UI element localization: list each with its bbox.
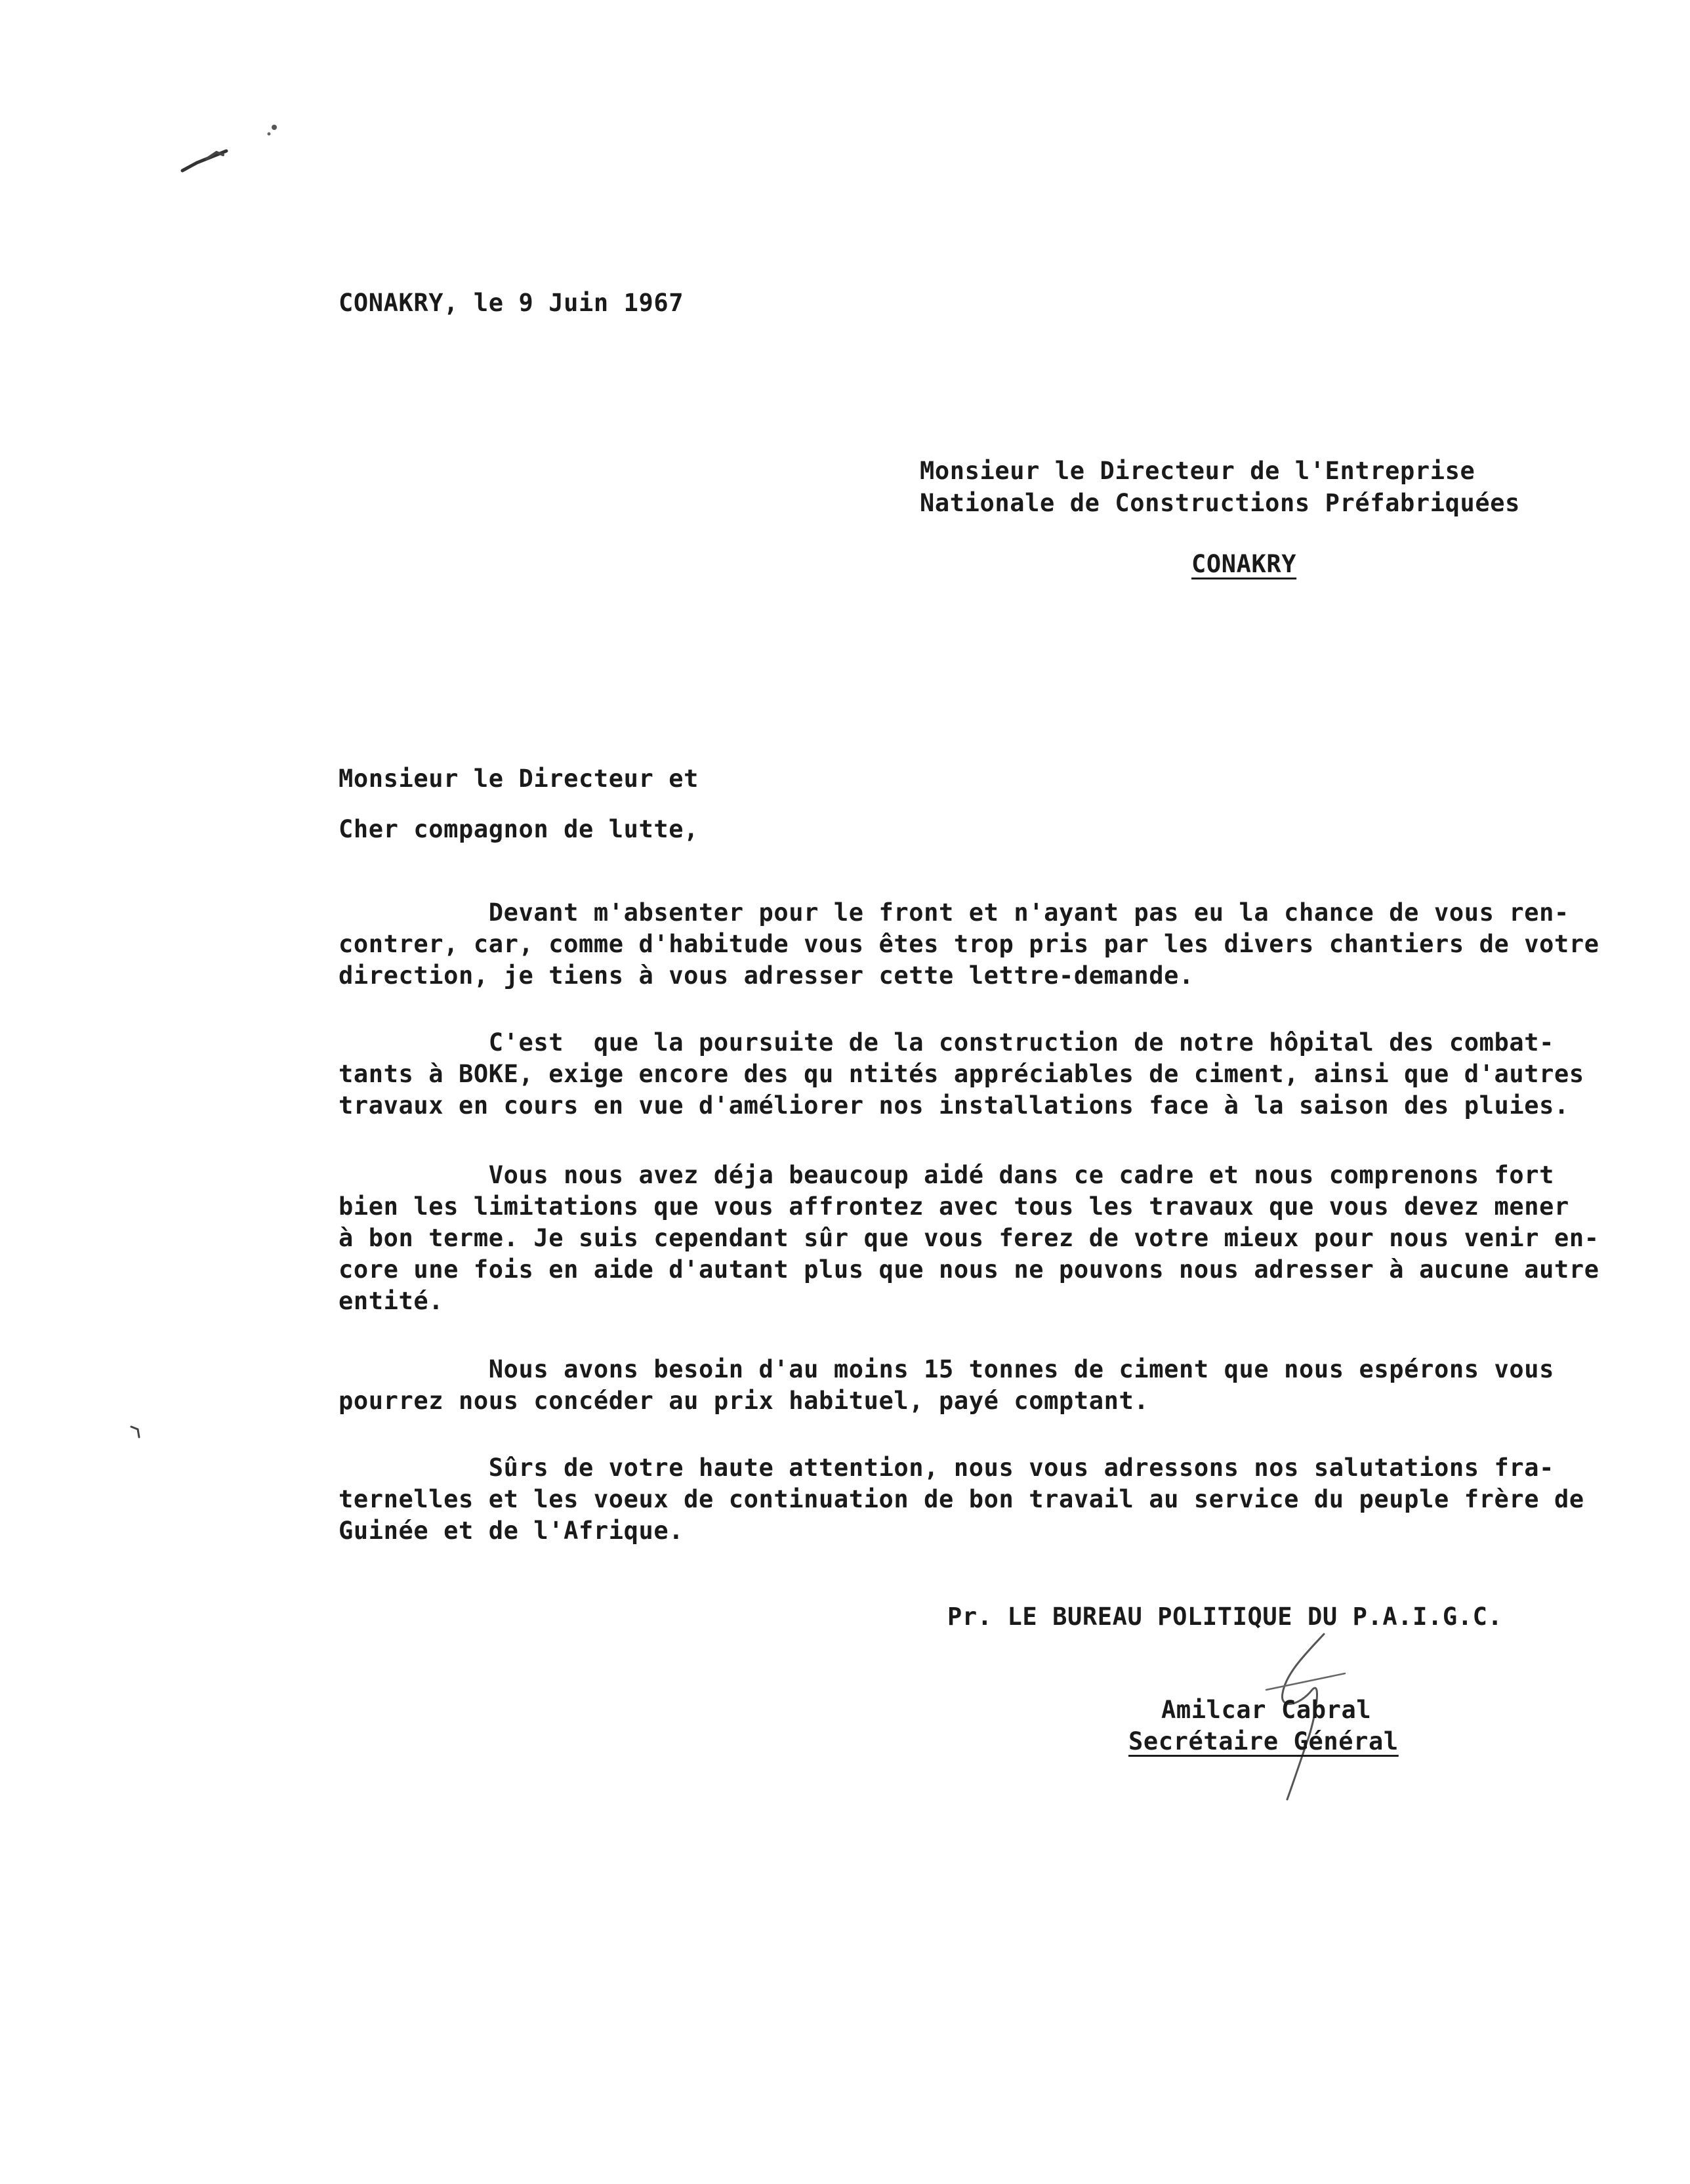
paragraph-line: Nous avons besoin d'au moins 15 tonnes de ciment que nous espérons vous [339,1355,1554,1383]
paragraph-line: Guinée et de l'Afrique. [339,1517,684,1545]
paragraph-line: pourrez nous concéder au prix habituel, payé comptant. [339,1387,1149,1415]
date-line: CONAKRY, le 9 Juin 1967 [339,289,684,317]
paragraph-line: Vous nous avez déja beaucoup aidé dans ce cadre et nous comprenons fort [339,1161,1554,1189]
margin-mark-icon [129,1423,148,1442]
paragraph-line: ternelles et les voeux de continuation de bon travail au service du peuple frère de [339,1485,1584,1513]
body-paragraph-4 [339,1354,1554,1417]
salutation-line-2: Cher compagnon de lutte, [339,815,699,843]
signatory-name: Amilcar Cabral [1161,1696,1372,1724]
recipient-city: CONAKRY [1191,550,1297,578]
paragraph-line: travaux en cours en vue d'améliorer nos installations face à la saison des pluies. [339,1091,1569,1120]
body-paragraph-1 [339,897,1599,992]
paragraph-line: à bon terme. Je suis cependant sûr que vous ferez de votre mieux pour nous venir en- [339,1224,1599,1252]
ink-mark-icon [177,118,282,177]
paragraph-line: tants à BOKE, exige encore des qu ntités appréciables de ciment, ainsi que d'autres [339,1060,1584,1088]
paragraph-line: C'est que la poursuite de la construction de notre hôpital des combat- [339,1028,1554,1057]
body-paragraph-2 [339,1027,1584,1122]
paragraph-line: contrer, car, comme d'habitude vous êtes trop pris par les divers chantiers de votre [339,930,1599,958]
paragraph-line: direction, je tiens à vous adresser cette lettre-demande. [339,961,1194,990]
signatory-title: Secrétaire Général [1128,1727,1399,1755]
paragraph-line: core une fois en aide d'autant plus que nous ne pouvons nous adresser à aucune autre [339,1255,1599,1284]
recipient-line-1: Monsieur le Directeur de l'Entreprise [920,457,1475,485]
paragraph-line: Sûrs de votre haute attention, nous vous adressons nos salutations fra- [339,1454,1554,1482]
salutation-line-1: Monsieur le Directeur et [339,765,699,793]
paragraph-line: Devant m'absenter pour le front et n'ayant pas eu la chance de vous ren- [339,898,1569,927]
closing-org: Pr. LE BUREAU POLITIQUE DU P.A.I.G.C. [947,1603,1503,1631]
paragraph-line: entité. [339,1287,444,1315]
paragraph-line: bien les limitations que vous affrontez avec tous les travaux que vous devez mener [339,1192,1569,1221]
body-paragraph-5 [339,1452,1584,1547]
body-paragraph-3 [339,1160,1599,1317]
recipient-line-2: Nationale de Constructions Préfabriquées [920,489,1521,517]
